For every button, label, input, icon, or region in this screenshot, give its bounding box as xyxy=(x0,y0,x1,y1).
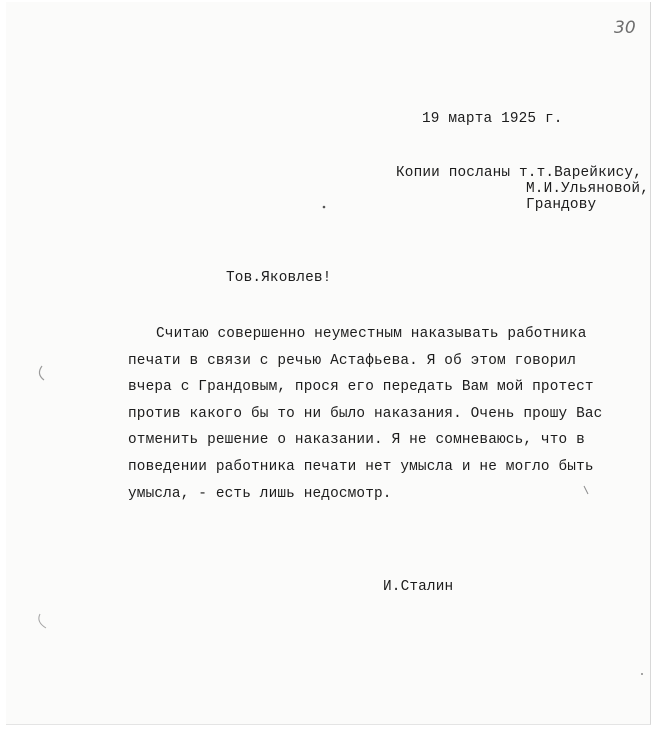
body-line-2: печати в связи с речью Астафьева. Я об этом говорил xyxy=(128,353,577,369)
body-line-5: отменить решение о наказании. Я не сомневаюсь, что в xyxy=(128,432,585,448)
body-line-6: поведении работника печати нет умысла и не могло быть xyxy=(128,459,594,475)
archive-page-number: 30 xyxy=(614,18,636,38)
copies-sent-line-1: Копии посланы т.т.Варейкису, xyxy=(396,165,643,181)
body-line-1: Считаю совершенно неуместным наказывать работника xyxy=(156,326,587,342)
signature: И.Сталин xyxy=(383,579,454,595)
body-line-4: против какого бы то ни было наказания. Очень прошу Вас xyxy=(128,406,603,422)
body-line-7: умысла, - есть лишь недосмотр. xyxy=(128,486,392,502)
body-line-3: вчера с Грандовым, прося его передать Вам мой протест xyxy=(128,379,594,395)
copies-sent-line-3: Грандову xyxy=(526,197,597,213)
salutation: Тов.Яковлев! xyxy=(226,270,332,286)
copies-sent-line-2: М.И.Ульяновой, xyxy=(526,181,650,197)
letter-date: 19 марта 1925 г. xyxy=(422,111,563,127)
